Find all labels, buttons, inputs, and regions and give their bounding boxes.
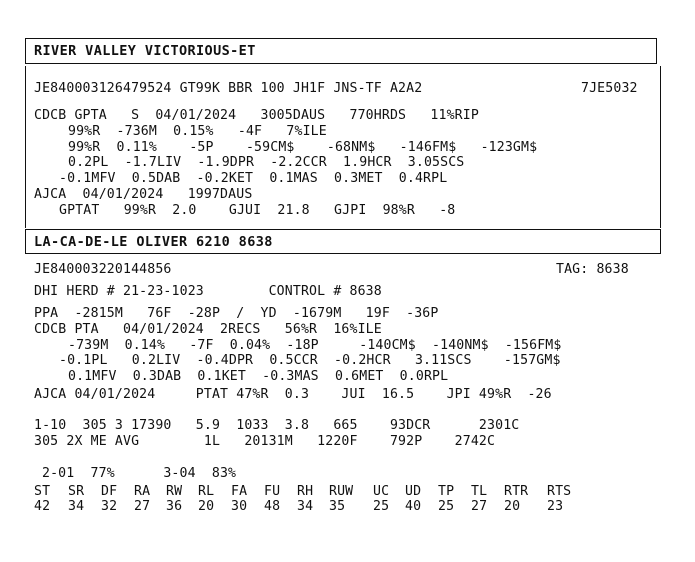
cow-me-avg-line: 305 2X ME AVG 1L 20131M 1220F 792P 2742C <box>34 434 496 449</box>
trait-value-sr: 34 <box>68 499 85 514</box>
trait-header-fa: FA <box>231 484 248 499</box>
dam-gpta-line-5: -0.1MFV 0.5DAB -0.2KET 0.1MAS 0.3MET 0.4RPL <box>59 171 448 186</box>
dam-gpta-line-2: 99%R -736M 0.15% -4F 7%ILE <box>68 124 327 139</box>
trait-value-uc: 25 <box>373 499 390 514</box>
dam-name: RIVER VALLEY VICTORIOUS-ET <box>34 43 256 59</box>
trait-value-rl: 20 <box>198 499 215 514</box>
trait-header-rh: RH <box>297 484 314 499</box>
sire-name: LA-CA-DE-LE OLIVER 6210 8638 <box>34 234 273 250</box>
trait-header-fu: FU <box>264 484 281 499</box>
trait-value-fa: 30 <box>231 499 248 514</box>
trait-header-ruw: RUW <box>329 484 354 499</box>
dam-id-code: 7JE5032 <box>581 81 638 96</box>
trait-value-rts: 23 <box>547 499 564 514</box>
cow-pta-line-3: -0.1PL 0.2LIV -0.4DPR 0.5CCR -0.2HCR 3.11SCS -157GM$ <box>59 353 561 368</box>
dam-ajca-line: AJCA 04/01/2024 1997DAUS <box>34 187 253 202</box>
cow-herd-line: DHI HERD # 21-23-1023 CONTROL # 8638 <box>34 284 382 299</box>
cow-tag: TAG: 8638 <box>556 262 629 277</box>
trait-value-tl: 27 <box>471 499 488 514</box>
trait-value-rtr: 20 <box>504 499 521 514</box>
trait-value-ud: 40 <box>405 499 422 514</box>
trait-header-tl: TL <box>471 484 488 499</box>
dam-gpta-line-4: 0.2PL -1.7LIV -1.9DPR -2.2CCR 1.9HCR 3.05SCS <box>68 155 465 170</box>
cow-ajca-line: AJCA 04/01/2024 PTAT 47%R 0.3 JUI 16.5 JPI 49%R -26 <box>34 387 552 402</box>
cow-classification-line: 2-01 77% 3-04 83% <box>42 466 237 481</box>
trait-header-rl: RL <box>198 484 215 499</box>
trait-value-ruw: 35 <box>329 499 346 514</box>
trait-header-rts: RTS <box>547 484 572 499</box>
dam-id-line: JE840003126479524 GT99K BBR 100 JH1F JNS-TF A2A2 <box>34 81 423 96</box>
trait-value-ra: 27 <box>134 499 151 514</box>
trait-header-ra: RA <box>134 484 151 499</box>
trait-header-sr: SR <box>68 484 85 499</box>
cow-lactation-line: 1-10 305 3 17390 5.9 1033 3.8 665 93DCR 2301C <box>34 418 520 433</box>
trait-value-rw: 36 <box>166 499 183 514</box>
trait-value-st: 42 <box>34 499 51 514</box>
trait-header-ud: UD <box>405 484 422 499</box>
cow-id: JE840003220144856 <box>34 262 172 277</box>
trait-value-fu: 48 <box>264 499 281 514</box>
trait-header-tp: TP <box>438 484 455 499</box>
dam-gpta-line-3: 99%R 0.11% -5P -59CM$ -68NM$ -146FM$ -123GM$ <box>68 140 538 155</box>
trait-header-df: DF <box>101 484 118 499</box>
trait-value-df: 32 <box>101 499 118 514</box>
cow-pta-line: CDCB PTA 04/01/2024 2RECS 56%R 16%ILE <box>34 322 382 337</box>
dam-gptat-line: GPTAT 99%R 2.0 GJUI 21.8 GJPI 98%R -8 <box>59 203 456 218</box>
cow-pta-line-4: 0.1MFV 0.3DAB 0.1KET -0.3MAS 0.6MET 0.0RPL <box>68 369 449 384</box>
trait-header-st: ST <box>34 484 51 499</box>
dam-gpta-line: CDCB GPTA S 04/01/2024 3005DAUS 770HRDS 11%RIP <box>34 108 479 123</box>
trait-value-tp: 25 <box>438 499 455 514</box>
cow-pta-line-2: -739M 0.14% -7F 0.04% -18P -140CM$ -140NM$ -156FM$ <box>68 338 562 353</box>
trait-header-rw: RW <box>166 484 183 499</box>
trait-header-rtr: RTR <box>504 484 529 499</box>
cow-ppa-line: PPA -2815M 76F -28P / YD -1679M 19F -36P <box>34 306 439 321</box>
trait-value-rh: 34 <box>297 499 314 514</box>
trait-header-uc: UC <box>373 484 390 499</box>
